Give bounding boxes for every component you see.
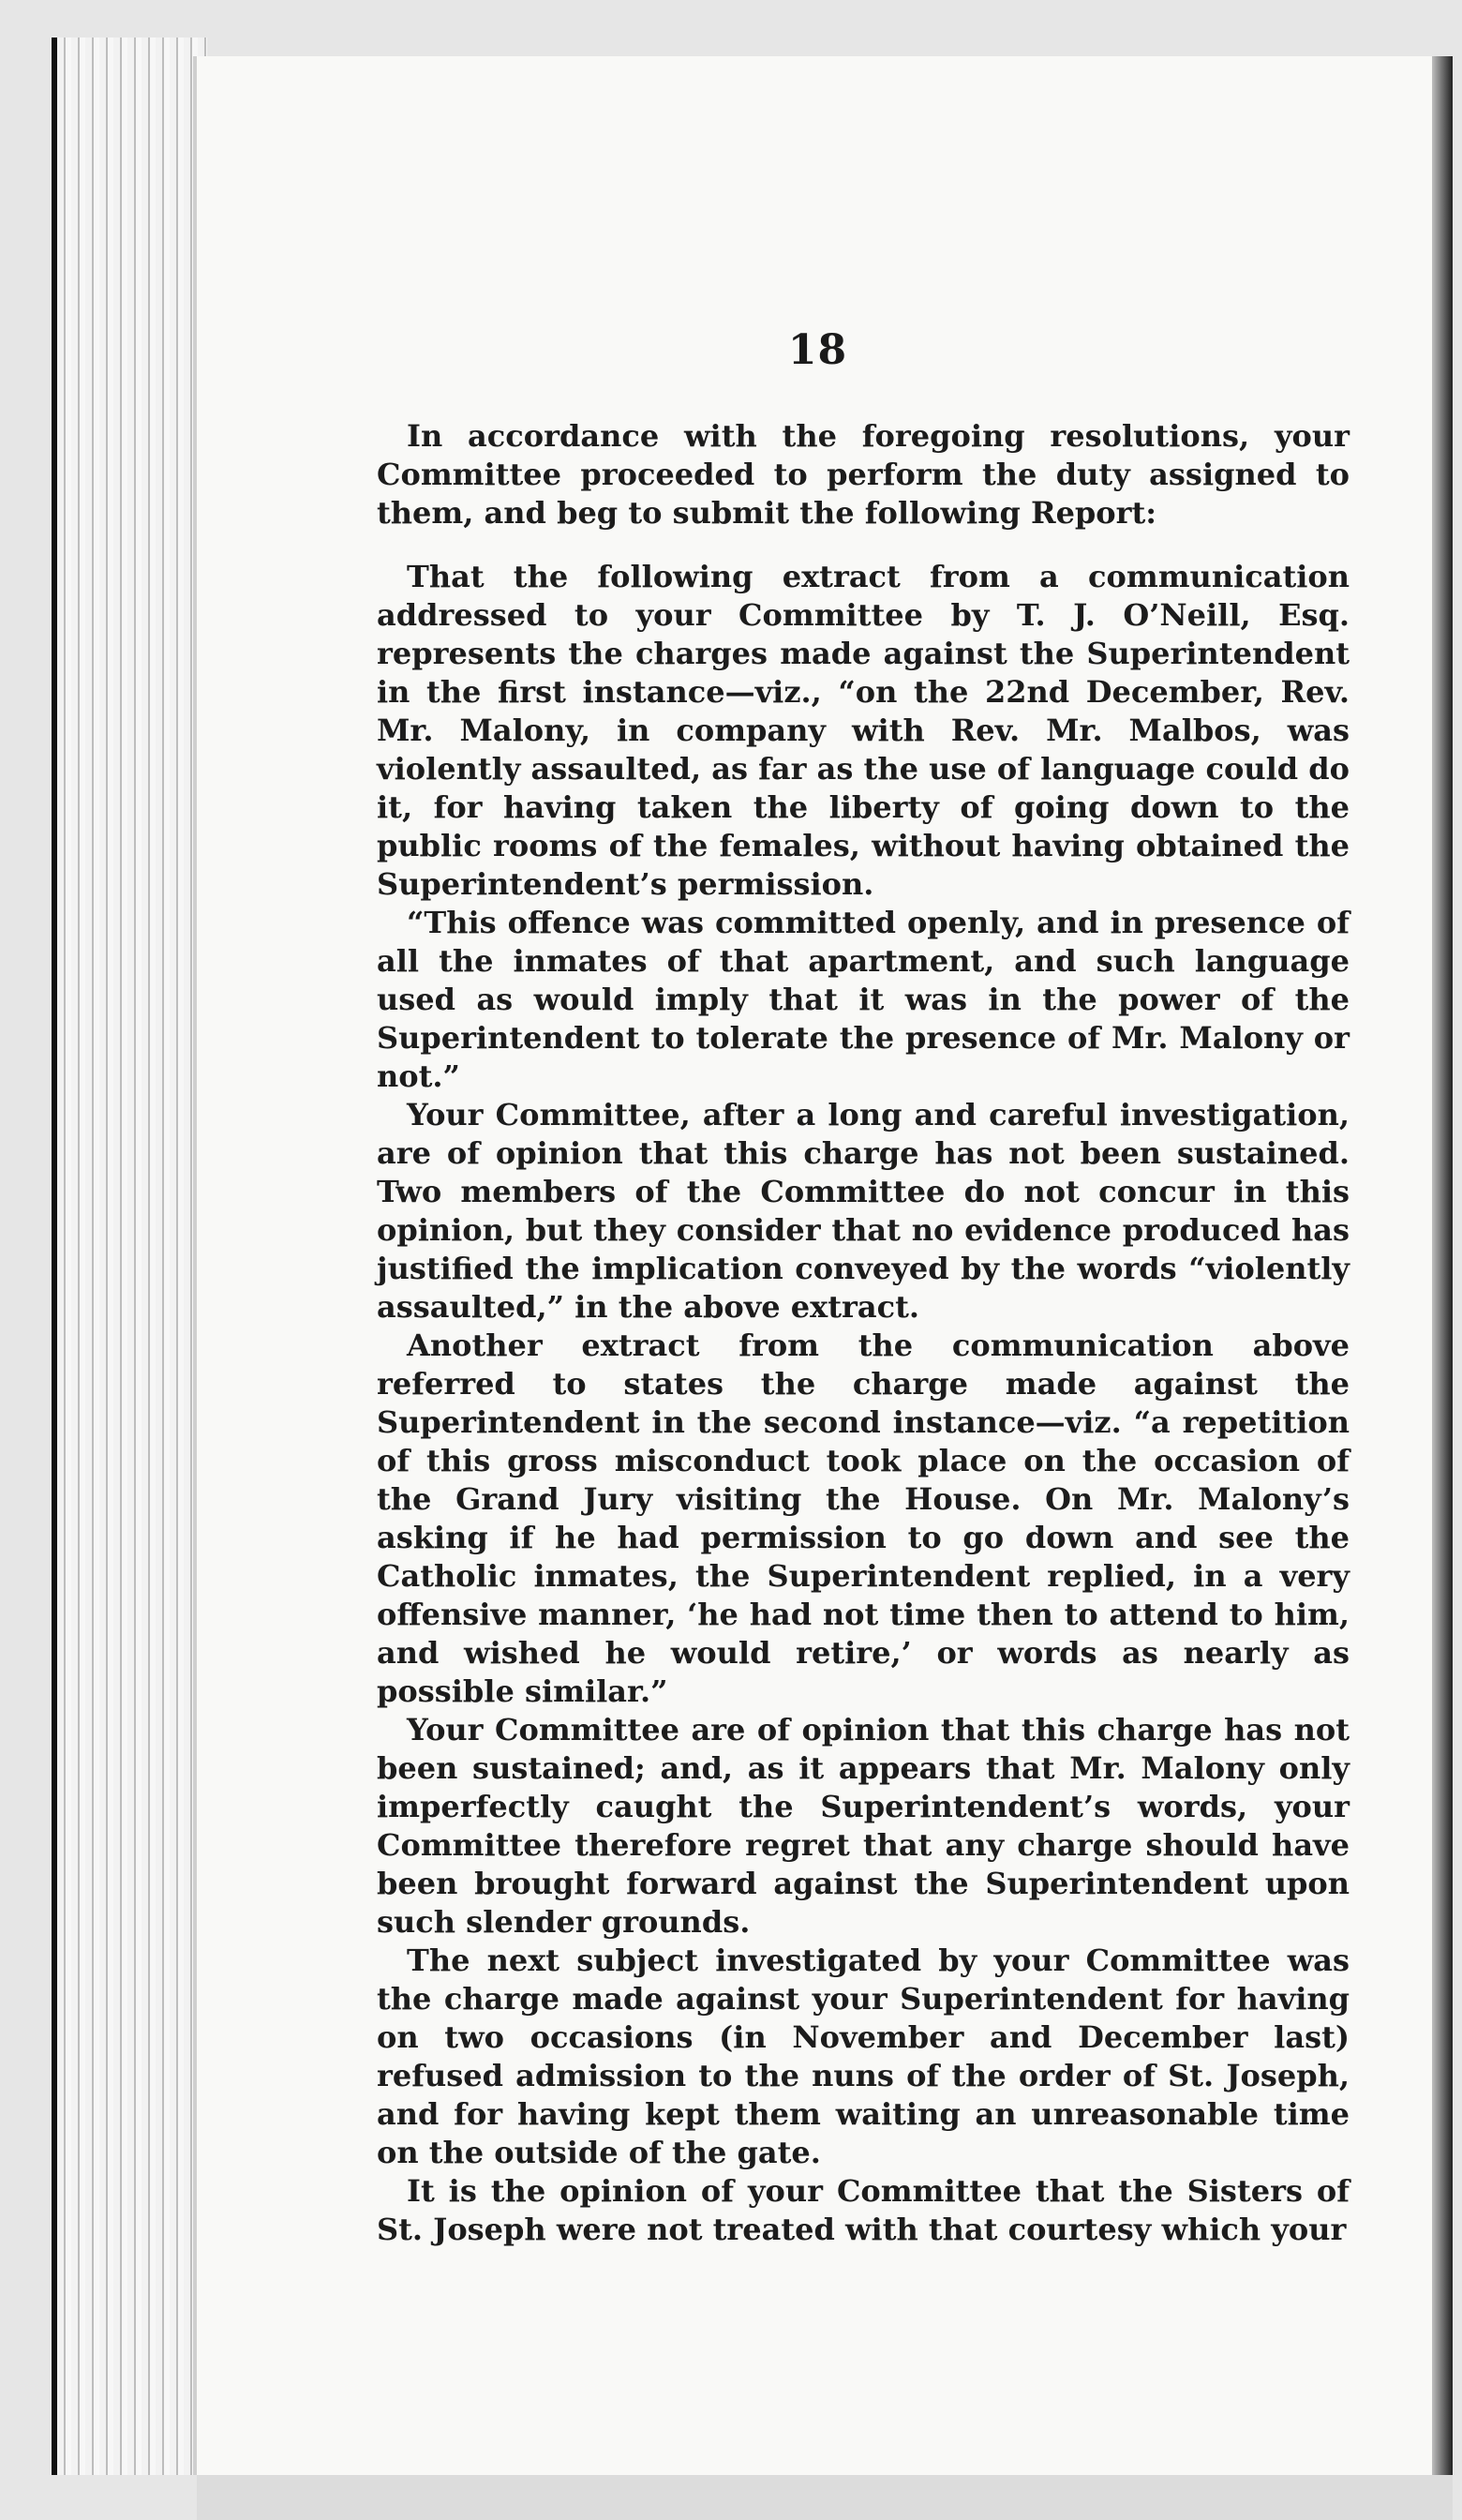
paragraph-2: That the following extract from a communication addressed to your Committee by T. J. O’Neill, Esq. represents the charges made against the Superintendent in the first instance—viz., “on the 22nd December, Rev. Mr. Malony, in company with Rev. Mr. Malbos, was violently assaulted, as far as the use of language could do it, for having taken the liberty of going down to the public rooms of the females, without having obtained the Superintendent’s permission. bbox=[377, 559, 1350, 902]
scan-bottom-margin bbox=[197, 2475, 1453, 2520]
paragraph-6: Your Committee are of opinion that this charge has not been sustained; and, as it appears that Mr. Malony only imperfectly caught the Superintendent’s words, your Committee therefore regret that any charge should have been brought forward against the Superintendent upon such slender grounds. bbox=[377, 1712, 1350, 1940]
book-page-edges bbox=[52, 38, 207, 2475]
paragraph-3: “This offence was committed openly, and in presence of all the inmates of that apartment, and such language used as would imply that it was in the power of the Superintendent to tolerate the presence of Mr. Malony or not.” bbox=[377, 905, 1350, 1094]
paragraph-5: Another extract from the communication above referred to states the charge made against the Superintendent in the second instance—viz. “a repetition of this gross misconduct took place on the occasion of the Grand Jury visiting the House. On Mr. Malony’s asking if he had permission to go down and see the Catholic inmates, the Superintendent replied, in a very offensive manner, ‘he had not time then to attend to him, and wished he would retire,’ or words as nearly as possible similar.” bbox=[377, 1328, 1350, 1709]
paragraph-7: The next subject investigated by your Committee was the charge made against your Superintendent for having on two occasions (in November and December last) refused admission to the nuns of the order of St. Joseph, and for having kept them waiting an unreasonable time on the outside of the gate. bbox=[377, 1942, 1350, 2170]
paragraph-1: In accordance with the foregoing resolutions, your Committee proceeded to perform the duty assigned to them, and beg to submit the following Report: bbox=[377, 418, 1350, 531]
book-page bbox=[197, 56, 1439, 2475]
paragraph-4: Your Committee, after a long and careful investigation, are of opinion that this charge has not been sustained. Two members of the Committee do not concur in this opinion, but they consider that no evidence produced has justified the implication conveyed by the words “violently assaulted,” in the above extract. bbox=[377, 1097, 1350, 1325]
paragraph-8: It is the opinion of your Committee that the Sisters of St. Joseph were not treated with that courtesy which your bbox=[377, 2173, 1350, 2247]
body-text bbox=[377, 417, 1350, 2249]
page-number: 18 bbox=[787, 326, 848, 374]
binding-shadow bbox=[1432, 56, 1453, 2475]
